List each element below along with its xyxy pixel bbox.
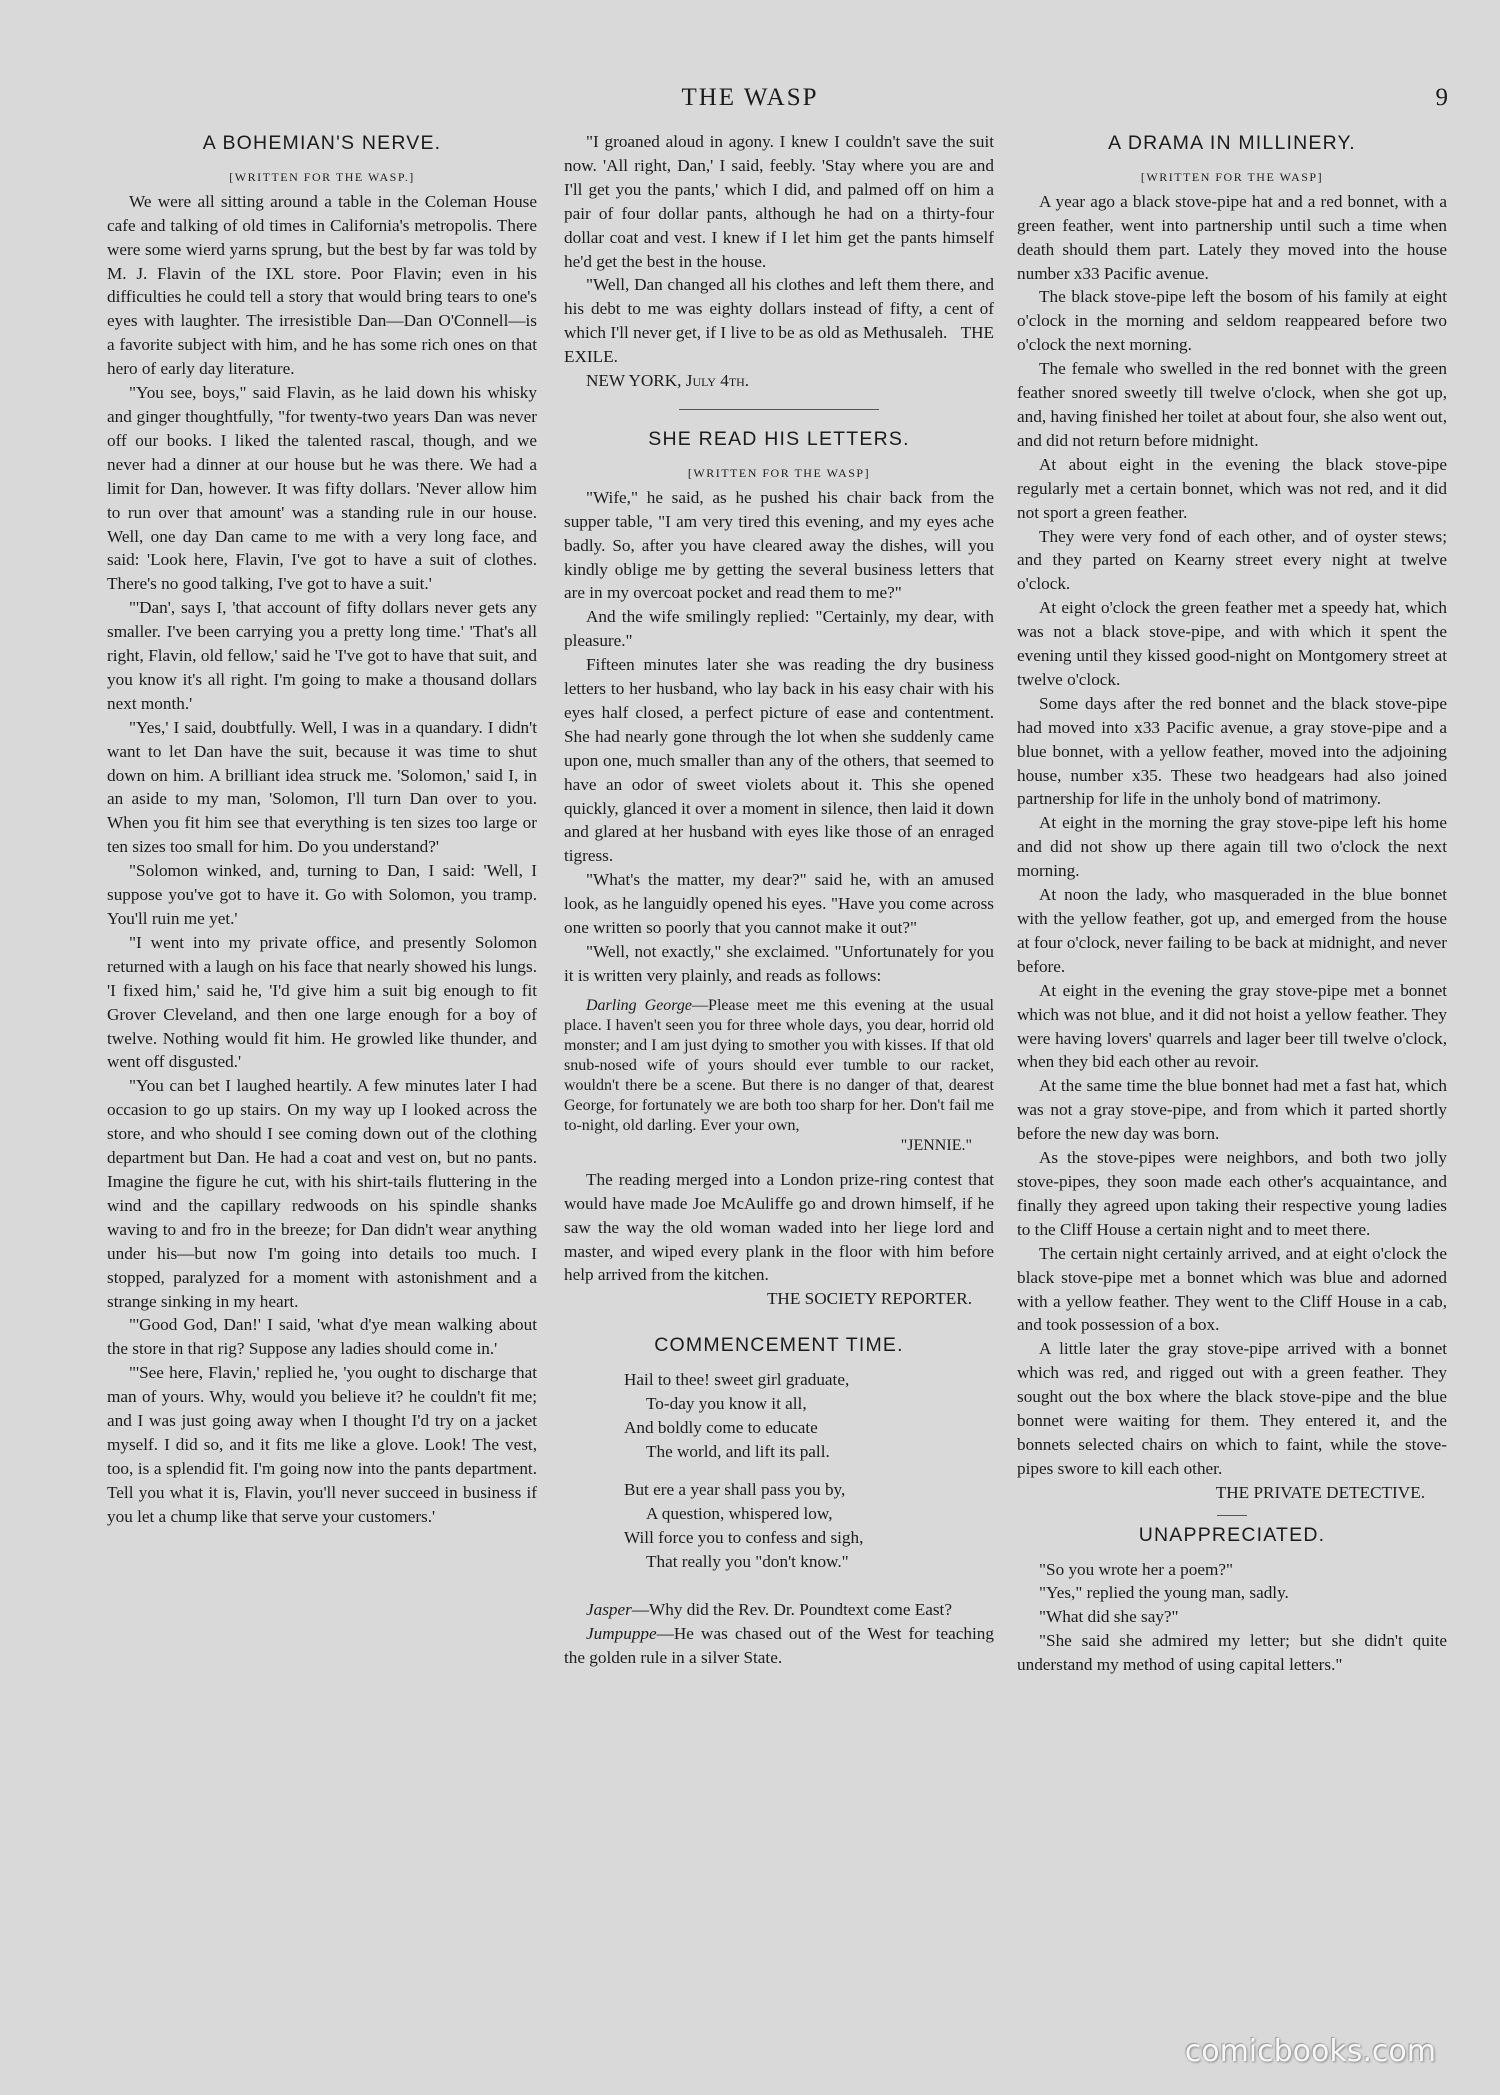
- speaker: Jumpuppe: [586, 1624, 657, 1644]
- divider: [679, 409, 879, 410]
- poem-line: The world, and lift its pall.: [646, 1441, 830, 1461]
- paragraph: "'Good God, Dan!' I said, 'what d'ye mean walking about the store in that rig? Suppose any ladies should come in.': [107, 1315, 537, 1359]
- paragraph: "I went into my private office, and presently Solomon returned with a laugh on his face that nearly showed his lungs. 'I fixed him,' said he, 'I'd give him a suit big enough to fit Grover Cleveland, and then one large enough for a boy of twelve. Nothing would fit him. He growled like thunder, and went off disgusted.': [107, 932, 537, 1072]
- article-title-she-read-his-letters: SHE READ HIS LETTERS.: [648, 427, 910, 450]
- paragraph: "'See here, Flavin,' replied he, 'you ought to discharge that man of yours. Why, would you believe it? he couldn't fit me; and I was just going away when I thought I'd try on a jacket myself. I did so, and it fits me like a glove. Look! The vest, too, is a splendid fit. I'm going now into the pants department. Tell you what it is, Flavin, you'll never succeed in business if you let a chump like that serve your customers.': [107, 1363, 537, 1526]
- article-title-drama-in-millinery: A DRAMA IN MILLINERY.: [1108, 132, 1356, 154]
- poem-stanza: [564, 1368, 994, 1464]
- page-number: 9: [1435, 84, 1448, 111]
- paragraph: At eight in the evening the gray stove-pipe met a bonnet which was not blue, and it did not hoist a yellow feather. They were having lovers' quarrels and lager beer till twelve o'clock, when they bid each other au revoir.: [1017, 980, 1447, 1072]
- poem-line: Hail to thee! sweet girl graduate,: [624, 1370, 850, 1390]
- letter-salutation: Darling George: [586, 996, 693, 1014]
- dialog-line: "So you wrote her a poem?": [1039, 1559, 1233, 1579]
- paragraph: "What's the matter, my dear?" said he, with an amused look, as he languidly opened his eyes. "Have you come across one written so poorly that you cannot make it out?": [564, 870, 994, 938]
- column-3: [1017, 130, 1447, 1677]
- paragraph: "'Dan', says I, 'that account of fifty dollars never gets any smaller. I've been carrying you a pretty long time.' 'That's all right, Flavin, old fellow,' said he 'I've got to have that suit, and you know it's all right. I'm going to make a thousand dollars next month.': [107, 598, 537, 713]
- letter-body: [564, 996, 994, 1136]
- paragraph: A little later the gray stove-pipe arrived with a bonnet which was red, and rigged out with a green feather. They sought out the box where the black stove-pipe and the blue bonnet were waiting for them. They entered it, and the bonnets selected chairs on which to faint, while the stove-pipes swore to kill each other.: [1017, 1339, 1447, 1478]
- paragraph-text: "Well, Dan changed all his clothes and left them there, and his debt to me was eighty dollars instead of fifty, a cent of which I'll never get, if I live to be as old as Methusaleh.: [564, 275, 994, 343]
- joke-text: —He was chased out of the West for teaching the golden rule in a silver State.: [564, 1624, 994, 1668]
- paragraph: "I groaned aloud in agony. I knew I couldn't save the suit now. 'All right, Dan,' I said, feebly. 'Stay where you are and I'll get you the pants,' which I did, and palmed off on him a pair of four dollar pants, although he had on a thirty-four dollar coat and vest. I knew if I let him get the pants himself he'd get the best in the house.: [564, 132, 994, 271]
- divider: [1217, 1515, 1247, 1516]
- watermark-logo: comicbooks.com: [1184, 2034, 1436, 2069]
- paragraph: At eight o'clock the green feather met a speedy hat, which was not a black stove-pipe, and with which it spent the evening until they kissed good-night on Montgomery street at twelve o'clock.: [1017, 598, 1447, 689]
- paragraph: [564, 273, 994, 369]
- paragraph: The black stove-pipe left the bosom of his family at eight o'clock in the morning and seldom reappeared before two o'clock the next morning.: [1017, 287, 1447, 355]
- paragraph: "Well, not exactly," she exclaimed. "Unfortunately for you it is written very plainly, and reads as follows:: [564, 942, 994, 985]
- joke-question: [564, 1598, 994, 1622]
- dateline: NEW YORK, July 4th.: [586, 371, 750, 391]
- byline: [WRITTEN FOR THE WASP.]: [229, 169, 415, 184]
- dialog-line: "What did she say?": [1039, 1607, 1179, 1627]
- dialog-line: "She said she admired my letter; but she didn't quite understand my method of using capital letters.": [1017, 1631, 1447, 1675]
- poem-line: To-day you know it all,: [646, 1394, 807, 1414]
- paragraph: At about eight in the evening the black stove-pipe regularly met a certain bonnet, which was not red, and it did not sport a green feather.: [1017, 454, 1447, 522]
- paragraph: "Yes,' I said, doubtfully. Well, I was in a quandary. I didn't want to let Dan have the suit, because it was time to shut down on him. A brilliant idea struck me. 'Solomon,' said I, in an aside to my man, 'Solomon, I'll turn Dan over to you. When you fit him see that everything is ten sizes too large or ten sizes too small for him. Do you understand?': [107, 717, 537, 857]
- paragraph: The reading merged into a London prize-ring contest that would have made Joe McAuliffe go and drown himself, if he saw the way the old woman waded into her liege lord and master, and wiped every plank in the floor with him before help arrived from the kitchen.: [564, 1169, 994, 1285]
- paragraph: At noon the lady, who masqueraded in the blue bonnet with the yellow feather, got up, and emerged from the house at four o'clock, never failing to be back at midnight, and never before.: [1017, 885, 1447, 976]
- paragraph: As the stove-pipes were neighbors, and both two jolly stove-pipes, they soon made each other's acquaintance, and finally they agreed upon taking their respective young ladies to the Cliff House a certain night and to meet there.: [1017, 1148, 1447, 1239]
- paragraph: A year ago a black stove-pipe hat and a red bonnet, with a green feather, went into partnership until such a time when death should them part. Lately they moved into the house number x33 Pacific avenue.: [1017, 191, 1447, 283]
- byline: [WRITTEN FOR THE WASP]: [687, 465, 871, 480]
- paragraph: "Wife," he said, as he pushed his chair back from the supper table, "I am very tired this evening, and my eyes ache badly. So, after you have cleared away the dishes, will you kindly oblige me by getting the several business letters that are in my overcoat pocket and read them to me?": [564, 487, 994, 603]
- letter-signature: "JENNIE.": [900, 1136, 972, 1154]
- poem-stanza: [564, 1478, 994, 1574]
- article-title-unappreciated: UNAPPRECIATED.: [1138, 1523, 1326, 1546]
- quoted-letter: [564, 996, 994, 1156]
- masthead-title: THE WASP: [681, 84, 819, 111]
- signature: THE EXILE.: [564, 323, 994, 367]
- paragraph: "Solomon winked, and, turning to Dan, I said: 'Well, I suppose you've got to have it. Go with Solomon, you tramp. You'll ruin me yet.': [107, 861, 537, 928]
- poem-line: And boldly come to educate: [624, 1417, 818, 1437]
- paragraph: Some days after the red bonnet and the black stove-pipe had moved into x33 Pacific avenue, a gray stove-pipe and a blue bonnet, with a yellow feather, moved into the adjoining house, number x35. These two headgears had also joined partnership for life in the unholy bond of matrimony.: [1017, 693, 1447, 809]
- poem: [564, 1368, 994, 1573]
- column-1: [107, 130, 537, 1529]
- dialog-line: "Yes," replied the young man, sadly.: [1039, 1583, 1289, 1603]
- paragraph: Fifteen minutes later she was reading the dry business letters to her husband, who lay back in his easy chair with his eyes half closed, a perfect picture of ease and contentment. She had nearly gone through the lot when she suddenly came upon one, much smaller than any of the others, that seemed to have an odor of sweet violets about it. This she opened quickly, glanced it over a moment in silence, then laid it down and glared at her husband with eyes like those of an enraged tigress.: [564, 655, 994, 866]
- joke-answer: [564, 1622, 994, 1670]
- poem-title-commencement-time: COMMENCEMENT TIME.: [654, 1334, 904, 1357]
- paragraph: We were all sitting around a table in the Coleman House cafe and talking of old times in California's metropolis. There were some wierd yarns sprung, but the best by far was told by M. J. Flavin of the IXL store. Poor Flavin; even in his difficulties he could tell a story that would bring tears to one's eyes with laughter. The irresistible Dan—Dan O'Connell—is a favorite subject with him, and he has some rich ones on that hero of early day literature.: [107, 191, 537, 379]
- paragraph: And the wife smilingly replied: "Certainly, my dear, with pleasure.": [564, 607, 994, 651]
- article-title-bohemians-nerve: A BOHEMIAN'S NERVE.: [202, 132, 442, 154]
- paragraph: "You see, boys," said Flavin, as he laid down his whisky and ginger thoughtfully, "for twenty-two years Dan was never off our books. I liked the talented rascal, though, and we never had a dinner at our house but he was there. We had a limit for Dan, however. It was fifty dollars. 'Never allow him to run over that amount' was a standing rule in our house. Well, one day Dan came to me with a very long face, and said: 'Look here, Flavin, I've got to have a suit of clothes. There's no good talking, I've got to have a suit.': [107, 383, 537, 594]
- paragraph: At the same time the blue bonnet had met a fast hat, which was not a gray stove-pipe, and from which it parted shortly before the new day was born.: [1017, 1076, 1447, 1144]
- signature: THE PRIVATE DETECTIVE.: [1215, 1482, 1425, 1502]
- poem-line: A question, whispered low,: [646, 1503, 833, 1523]
- letter-text: —Please meet me this evening at the usual place. I haven't seen you for three whole days, you dear, horrid old monster; and I am just dying to smother you with kisses. If that old snub-nosed wife of yours should ever tumble to our racket, wouldn't there be a scene. But there is no danger of that, dearest George, for fortunately we are both too sharp for her. Don't fail me to-night, old darling. Ever your own,: [564, 996, 995, 1134]
- paragraph: The certain night certainly arrived, and at eight o'clock the black stove-pipe met a bonnet which was blue and adorned with a yellow feather. They went to the Cliff House in a cab, and took possession of a box.: [1017, 1243, 1447, 1335]
- paragraph: At eight in the morning the gray stove-pipe left his home and did not show up there again till two o'clock the next morning.: [1017, 813, 1447, 881]
- dialog: [1017, 1558, 1447, 1678]
- poem-line: That really you "don't know.": [646, 1551, 849, 1571]
- byline: [WRITTEN FOR THE WASP]: [1140, 169, 1324, 184]
- paragraph: "You can bet I laughed heartily. A few minutes later I had occasion to go up stairs. On my way up I looked across the store, and who should I see coming down out of the clothing department but Dan. He had a coat and vest on, but no pants. Imagine the figure he cut, with his shirt-tails fluttering in the wind and the capillary redwoods on his spindle shanks waving to and fro in the breeze; for Dan didn't wear anything under his—but now I'm going into details too much. I stopped, paralyzed for a moment with astonishment and a strange sinking in my heart.: [107, 1076, 537, 1311]
- poem-line: But ere a year shall pass you by,: [624, 1479, 846, 1499]
- joke-text: —Why did the Rev. Dr. Poundtext come East?: [631, 1600, 952, 1620]
- speaker: Jasper: [586, 1600, 632, 1620]
- paragraph: The female who swelled in the red bonnet with the green feather snored sweetly till twelve o'clock, when she got up, and, having finished her toilet at about four, she also went out, and did not return before midnight.: [1017, 359, 1447, 450]
- paragraph: They were very fond of each other, and of oyster stews; and they parted on Kearny street every night at twelve o'clock.: [1017, 526, 1447, 594]
- column-2: [564, 130, 994, 1670]
- signature: THE SOCIETY REPORTER.: [766, 1289, 972, 1309]
- poem-line: Will force you to confess and sigh,: [624, 1527, 864, 1547]
